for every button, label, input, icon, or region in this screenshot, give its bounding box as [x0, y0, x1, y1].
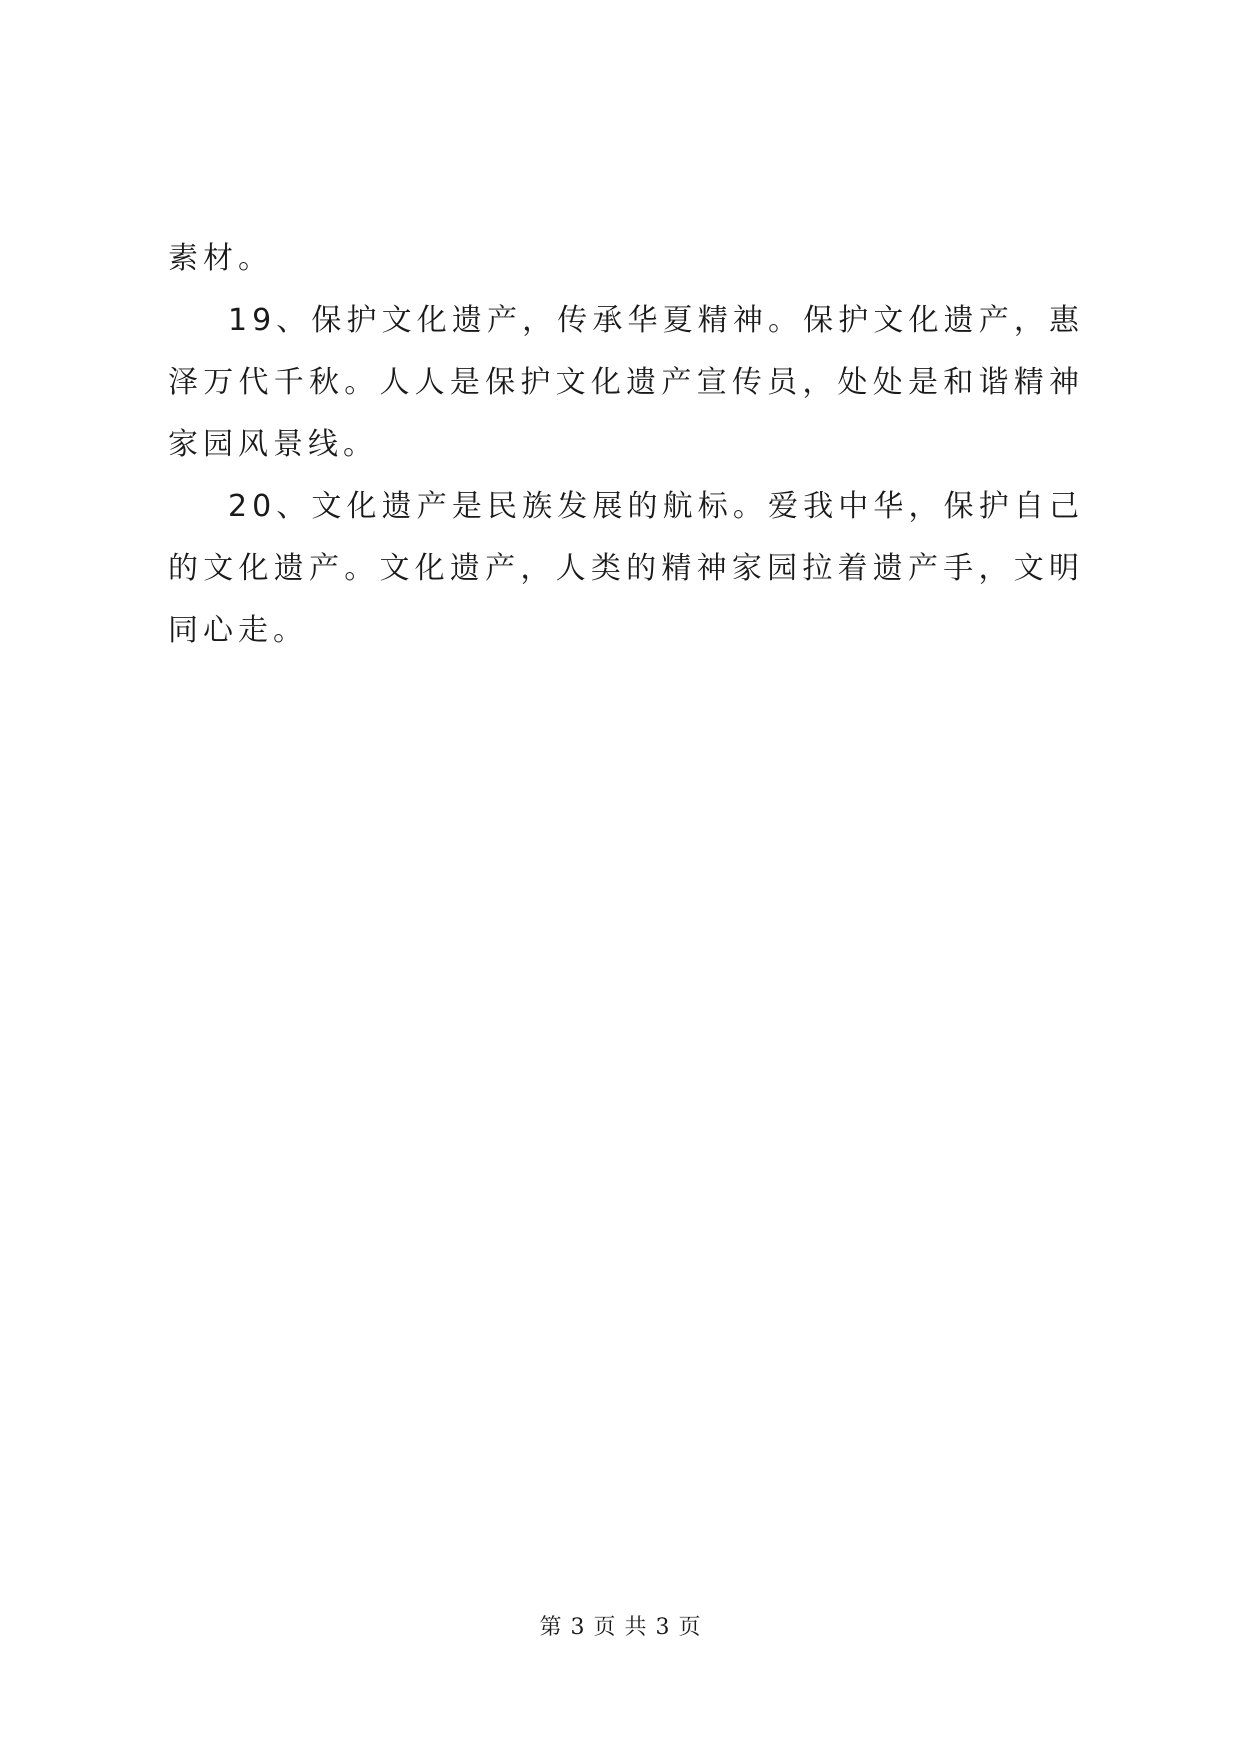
page-footer: 第 3 页 共 3 页 [539, 1615, 702, 1640]
paragraph-continuation: 素材。 [168, 241, 273, 276]
document-body [168, 228, 1084, 662]
paragraph-20: 20、文化遗产是民族发展的航标。爱我中华，保护自己的文化遗产。文化遗产，人类的精神家园拉着遗产手，文明同心走。 [168, 489, 1084, 648]
paragraph-19: 19、保护文化遗产，传承华夏精神。保护文化遗产，惠泽万代千秋。人人是保护文化遗产宣传员，处处是和谐精神家园风景线。 [168, 303, 1084, 462]
